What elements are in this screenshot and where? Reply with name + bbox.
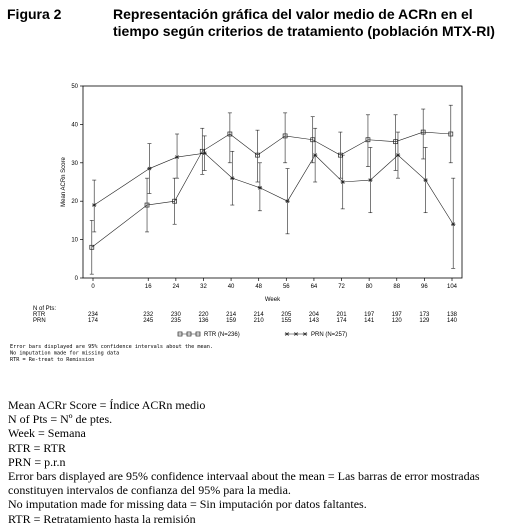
n-of-pts-value: 230 [170,312,181,318]
chart-series [90,105,456,274]
n-of-pts-value: 232 [143,312,154,318]
n-of-pts-value: 173 [419,312,430,318]
x-tick-label: 64 [310,284,318,290]
n-of-pts-value: 138 [446,312,458,318]
plot-frame [83,86,462,278]
y-tick-label: 20 [71,199,78,206]
x-tick-label: 32 [200,284,207,290]
n-of-pts-value: 155 [281,318,292,324]
x-tick-label: 40 [227,284,235,290]
n-of-pts-value: 129 [419,318,430,324]
translation-notes [8,398,508,526]
n-of-pts-value: 159 [226,318,237,324]
note-line: RTR = RTR [8,440,67,455]
x-tick-label: 72 [338,284,345,290]
y-tick-label: 0 [74,276,78,282]
figure-title: Representación gráfica del valor medio de ACRn en el tiempo según criterios de tratamiento (población MTX-RI) [113,6,495,39]
chart-legend [178,332,347,338]
note-line: Mean ACRr Score = Índice ACRn medio [8,398,206,412]
series-line [92,132,451,247]
n-of-pts-value: 235 [170,318,181,324]
note-line: No imputation made for missing data = Sin imputación por datos faltantes. [8,497,367,512]
x-tick-label: 80 [365,284,373,290]
x-tick-label: 16 [144,284,152,290]
n-of-pts-value: 214 [226,312,237,318]
n-of-pts-value: 174 [87,318,99,324]
y-tick-label: 50 [71,84,78,90]
y-tick-label: 40 [71,122,78,129]
legend-label-prn: PRN (N=257) [311,332,348,338]
series-rtr [90,105,453,274]
note-line: Error bars displayed are 95% confidence intervaal about the mean = Las barras de error mostradas constituyen intervalos de confianza del 95% para la media. [8,469,480,498]
n-of-pts-value: 220 [198,312,209,318]
x-tick-label: 0 [91,284,95,290]
chart-footnote: RTR = Re-treat to Remission [10,357,95,363]
note-line: RTR = Retratamiento hasta la remisión [8,511,196,526]
n-of-pts-value: 136 [198,318,209,324]
n-of-pts-table [33,306,458,324]
chart-axes [71,84,462,290]
note-line: Week = Semana [8,426,86,441]
n-of-pts-value: 245 [143,318,154,324]
figure-label: Figura 2 [7,6,62,22]
n-of-pts-value: 214 [253,312,264,318]
x-tick-label: 96 [421,284,428,290]
y-tick-label: 10 [71,237,78,244]
x-tick-label: 88 [393,284,401,290]
n-of-pts-value: 143 [308,318,319,324]
n-of-pts-value: 210 [253,318,264,324]
x-tick-label: 24 [172,284,180,290]
series-line [94,153,453,224]
prn-marker [285,332,289,335]
prn-marker [303,332,307,335]
n-of-pts-label: N of Pts: [33,306,57,312]
y-tick-label: 30 [71,160,78,167]
n-of-pts-value: 234 [87,312,99,318]
note-line: PRN = p.r.n [8,454,66,469]
x-axis-label: Week [264,297,281,303]
chart-footnotes [10,344,213,363]
n-of-pts-value: 141 [364,318,375,324]
chart-footnote: Error bars displayed are 95% confidence intervals about the mean. [10,344,214,350]
n-of-pts-row-label: PRN [33,318,46,324]
prn-marker [294,332,298,335]
chart-footnote: No imputation made for missing data [10,350,120,357]
series-prn [92,128,455,268]
note-line: N of Pts = Nº de ptes. [8,412,113,427]
legend-label-rtr: RTR (N=236) [204,332,240,338]
x-tick-label: 104 [446,284,458,290]
n-of-pts-row-label: RTR [33,312,46,318]
x-tick-label: 56 [282,284,290,290]
n-of-pts-value: 204 [308,312,319,318]
x-tick-label: 48 [255,284,263,290]
n-of-pts-value: 174 [336,318,347,324]
n-of-pts-value: 120 [391,318,402,324]
n-of-pts-value: 140 [446,318,458,324]
n-of-pts-value: 201 [336,312,347,318]
n-of-pts-value: 197 [364,312,375,318]
n-of-pts-value: 205 [281,312,292,318]
n-of-pts-value: 197 [391,312,402,318]
y-axis-label: Mean ACRn Score [61,157,67,207]
